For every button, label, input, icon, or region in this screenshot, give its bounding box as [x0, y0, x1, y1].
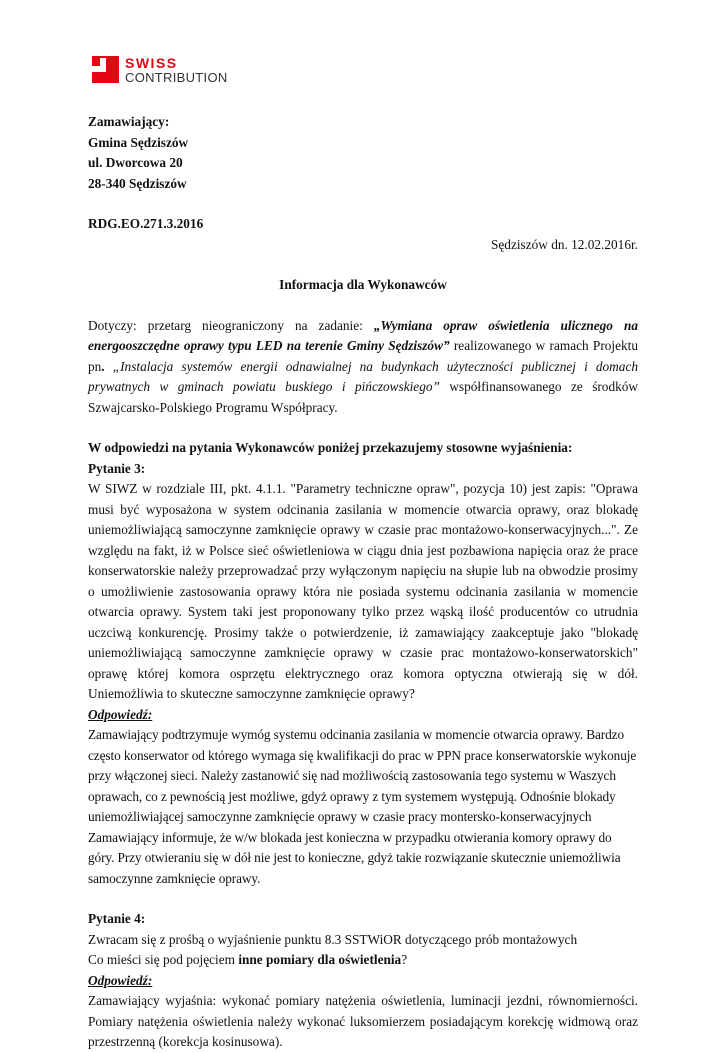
subject-mid: realizowanego w ramach Projektu pn	[88, 338, 638, 374]
subject-dot: .	[101, 358, 113, 374]
subject-prefix: Dotyczy: przetarg nieograniczony na zadanie:	[88, 317, 374, 333]
date-line: Sędziszów dn. 12.02.2016r.	[491, 236, 638, 252]
answer-3-label: Odpowiedź:	[88, 706, 153, 722]
subject-suffix: współfinansowanego ze środków Szwajcarsko-Polskiego Programu Współpracy.	[88, 379, 638, 415]
question-4-line2-bold: inne pomiary dla oświetlenia	[238, 952, 402, 967]
question-4-line2-suffix: ?	[401, 952, 408, 967]
answer-4-text: Zamawiający wyjaśnia: wykonać pomiary natężenia oświetlenia, luminacji jezdni, równomierności. Pomiary natężenia oświetlenia należy wykonać luksomierzem posiadającym korekcję widmową oraz przestrzenną (korekcja kosinusowa).	[88, 993, 638, 1049]
addressee-name: Gmina Sędziszów	[88, 134, 189, 150]
question-4-line2-prefix: Co mieści się pod pojęciem	[88, 952, 239, 967]
addressee-label: Zamawiający:	[88, 114, 170, 129]
swiss-cross-icon	[92, 56, 119, 83]
question-3-text: W SIWZ w rozdziale III, pkt. 4.1.1. "Parametry techniczne opraw", pozycja 10) jest zapis: "Oprawa musi być wyposażona w system odcinania zasilania w momencie otwarcia oprawy, oraz blokadę uniemożliwiającą samoczynne zamknięcie oprawy w czasie prac montażowo-konserwacyjnych...". Ze względu na fakt, iż w Polsce sieć oświetleniowa w ciągu dnia jest pozbawiona napięcia oraz że prace konserwatorskie należy przeprowadzać przy wyłączonym napięciu na słupie lub na obwodzie prosimy o umożliwienie zastosowania oprawy która nie posiada systemu odcinania zasilania w momencie otwarcia oprawy. System taki jest proponowany tylko przez wąską ilość producentów co utrudnia uczciwą konkurencję. Prosimy także o potwierdzenie, iż zamawiający zaakceptuje jako "blokadę uniemożliwiającą samoczynne zamknięcie oprawy w czasie prac montażowo-konserwatorskich" oprawę której komora osprzętu elektrycznego oraz komora optyczna otwierają się w dół. Uniemożliwia to skuteczne samoczynne zamknięcie oprawy?	[88, 481, 638, 701]
letter-body	[88, 112, 638, 1053]
question-4-label: Pytanie 4:	[88, 911, 146, 926]
answer-3-text: Zamawiający podtrzymuje wymóg systemu odcinania zasilania w momencie otwarcia oprawy. Bardzo często konserwator od którego wymaga się kwalifikacji do prac w PPN prace konserwatorskie wykonuje przy włączonej sieci. Należy zastanowić się nad możliwością zastosowania tego systemu w Waszych oprawach, co z pewnością jest możliwe, gdyż oprawy z tym systemem występują. Odnośnie blokady uniemożliwiającej samoczynne zamknięcie oprawy w czasie pracy montersko-konserwacyjnych Zamawiający informuje, że w/w blokada jest konieczna w przypadku otwierania komory oprawy do góry. Przy otwieraniu się w dół nie jest to konieczne, gdyż takie rozwiązanie skutecznie uniemożliwia samoczynne zamknięcie oprawy.	[88, 727, 637, 886]
answer-4-label: Odpowiedź:	[88, 972, 153, 988]
addressee-city: 28-340 Sędziszów	[88, 175, 187, 191]
question-4-line1: Zwracam się z prośbą o wyjaśnienie punktu 8.3 SSTWiOR dotyczącego prób montażowych	[88, 931, 578, 947]
logo-text-contribution: CONTRIBUTION	[125, 70, 228, 85]
addressee-street: ul. Dworcowa 20	[88, 155, 183, 170]
intro-line: W odpowiedzi na pytania Wykonawców poniżej przekazujemy stosowne wyjaśnienia:	[88, 440, 573, 455]
document-title: Informacja dla Wykonawców	[279, 277, 447, 292]
reference-number: RDG.EO.271.3.2016	[88, 216, 204, 231]
question-4-line2	[88, 950, 638, 971]
subject-project: „Instalacja systemów energii odnawialnej na budynkach użyteczności publicznej i domach prywatnych w gminach powiatu buskiego i pińczowskiego”	[88, 358, 638, 394]
subject-task: „Wymiana opraw oświetlenia ulicznego na energooszczędne oprawy typu LED na terenie Gminy Sędziszów”	[88, 317, 638, 353]
subject-paragraph	[88, 316, 638, 419]
logo-text-swiss: SWISS	[125, 55, 178, 71]
question-3-label: Pytanie 3:	[88, 460, 146, 476]
